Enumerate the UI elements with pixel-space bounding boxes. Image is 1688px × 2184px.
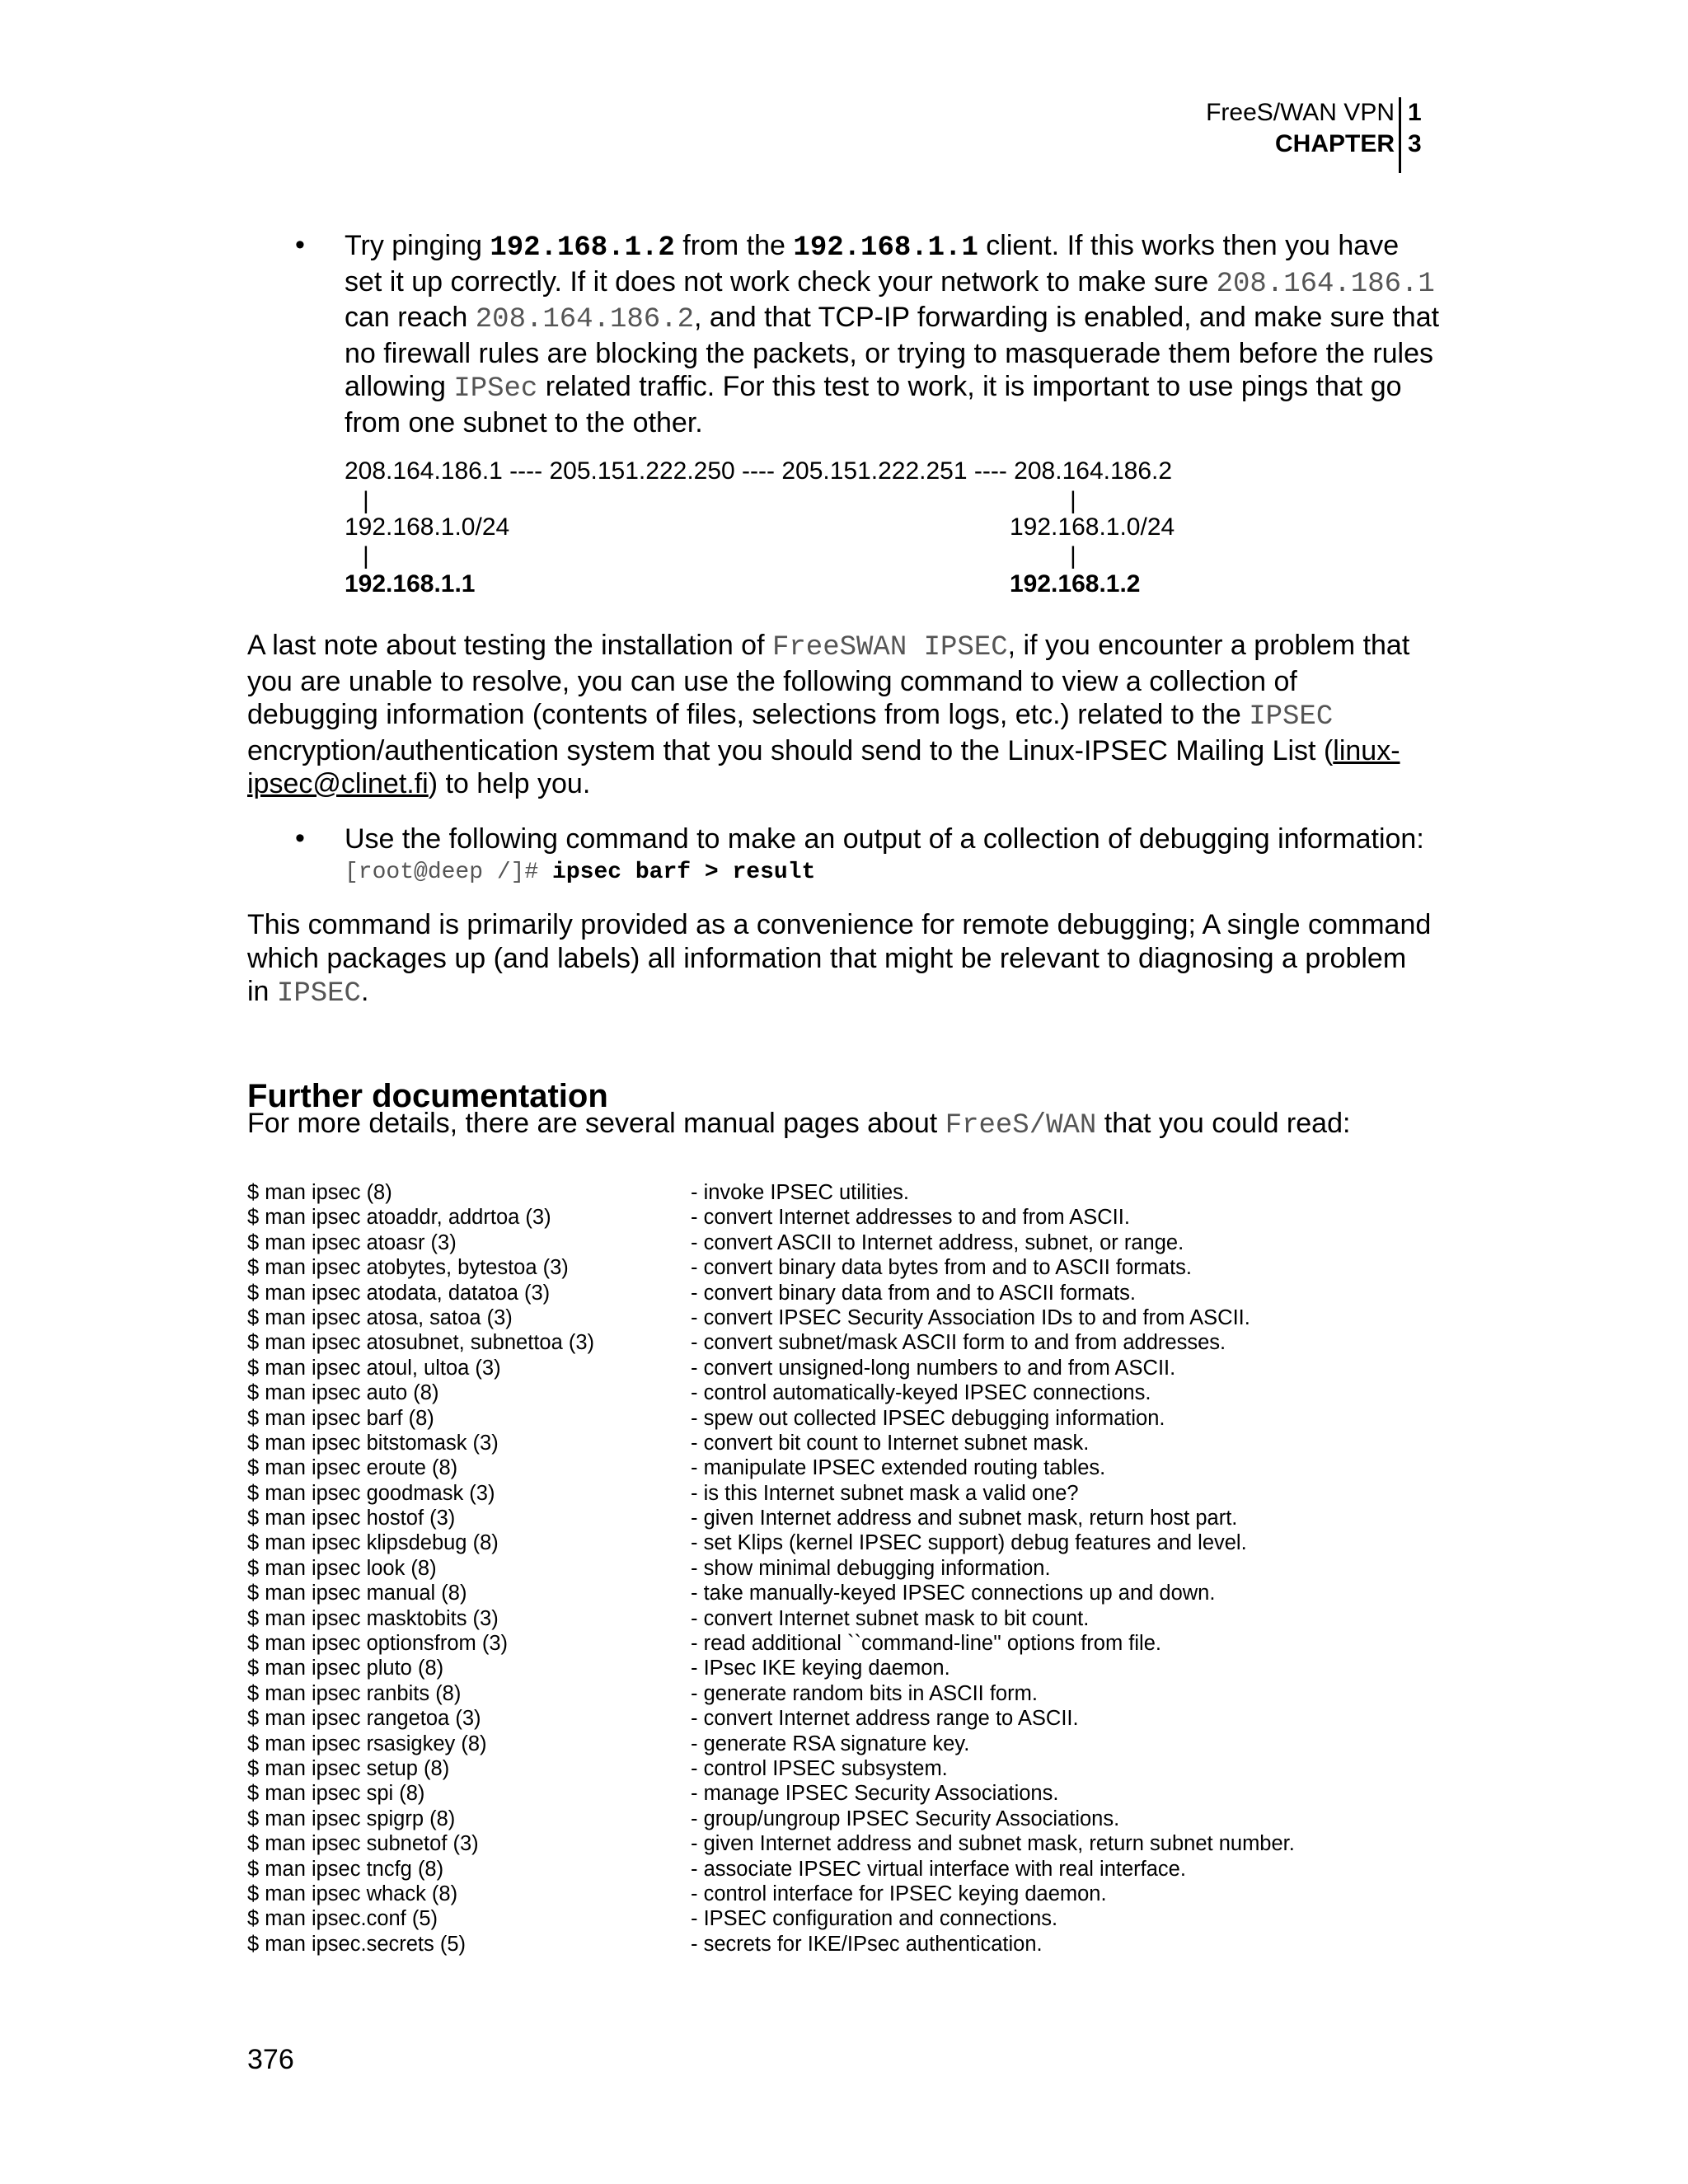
diagram-left-pipe-1: | (363, 487, 369, 514)
man-page-command: $ man ipsec atoasr (3) (247, 1230, 457, 1254)
man-page-row (247, 1831, 1401, 1856)
page-number: 376 (247, 2044, 294, 2075)
man-page-description: - invoke IPSEC utilities. (691, 1181, 910, 1204)
man-page-row (247, 1807, 1401, 1831)
bullet-barf-command (345, 823, 1441, 887)
man-page-row (247, 1932, 1401, 1957)
diagram-left-pipe-2: | (363, 542, 369, 569)
man-page-description: - spew out collected IPSEC debugging information. (691, 1406, 1165, 1430)
header-num-2: 3 (1408, 130, 1422, 157)
man-page-description: - associate IPSEC virtual interface with real interface. (691, 1857, 1186, 1881)
man-page-description: - convert binary data bytes from and to ASCII formats. (691, 1256, 1193, 1280)
man-page-description: - control IPSEC subsystem. (691, 1756, 948, 1780)
man-page-description: - convert Internet address range to ASCII. (691, 1707, 1079, 1731)
man-page-command: $ man ipsec manual (8) (247, 1582, 467, 1605)
man-pages-list (247, 1180, 1401, 1957)
running-header (1206, 97, 1395, 160)
header-divider (1399, 97, 1401, 173)
man-page-row (247, 1857, 1401, 1882)
bullet-ping-test: Try pinging 192.168.1.2 from the 192.168.1.1 client. If this works then you have set it up correctly. If it does not work check your network to make sure 208.164.186.1 can reach 208.164.186.2, and that TCP-IP forwarding is enabled, and make sure that no firewall rules are blocking the packets, or trying to masquerade them before the rules allowing IPSec related traffic. For this test to work, it is important to use pings that go from one subnet to the other. (345, 230, 1440, 438)
diagram-right-pipe-1: | (1070, 487, 1076, 514)
man-page-description: - convert bit count to Internet subnet mask. (691, 1431, 1090, 1455)
section-heading: Further documentation (247, 1078, 608, 1114)
man-page-description: - is this Internet subnet mask a valid one? (691, 1481, 1079, 1505)
man-page-command: $ man ipsec whack (8) (247, 1882, 458, 1905)
man-page-row (247, 1732, 1401, 1756)
man-page-command: $ man ipsec.conf (5) (247, 1907, 438, 1931)
man-page-description: - manipulate IPSEC extended routing tables. (691, 1456, 1106, 1480)
man-page-row (247, 1706, 1401, 1731)
man-page-description: - convert binary data from and to ASCII formats. (691, 1281, 1136, 1305)
man-page-command: $ man ipsec eroute (8) (247, 1456, 458, 1480)
diagram-right-pipe-2: | (1070, 542, 1076, 569)
man-page-command: $ man ipsec tncfg (8) (247, 1857, 444, 1881)
man-page-command: $ man ipsec atobytes, bytestoa (3) (247, 1256, 569, 1280)
shell-prompt: [root@deep /]# (345, 859, 553, 885)
man-page-description: - convert Internet subnet mask to bit count. (691, 1606, 1090, 1630)
man-page-command: $ man ipsec hostof (3) (247, 1507, 456, 1530)
man-page-row (247, 1431, 1401, 1455)
man-page-description: - convert unsigned-long numbers to and from ASCII. (691, 1356, 1176, 1380)
man-page-command: $ man ipsec optionsfrom (3) (247, 1632, 509, 1656)
man-page-command: $ man ipsec barf (8) (247, 1406, 434, 1430)
man-page-row (247, 1230, 1401, 1255)
man-page-description: - generate random bits in ASCII form. (691, 1681, 1038, 1705)
man-page-description: - take manually-keyed IPSEC connections up and down. (691, 1582, 1216, 1605)
man-page-command: $ man ipsec rangetoa (3) (247, 1707, 481, 1731)
convenience-paragraph: This command is primarily provided as a convenience for remote debugging; A single command which packages up (and labels) all information that might be relevant to diagnosing a problem in IPSEC. (247, 909, 1432, 1010)
man-page-row (247, 1281, 1401, 1305)
man-page-command: $ man ipsec atoul, ultoa (3) (247, 1356, 501, 1380)
man-page-row (247, 1506, 1401, 1530)
man-page-row (247, 1330, 1401, 1355)
man-page-row (247, 1656, 1401, 1680)
diagram-top-line: 208.164.186.1 ---- 205.151.222.250 ---- 205.151.222.251 ---- 208.164.186.2 (345, 457, 1173, 485)
man-page-command: $ man ipsec look (8) (247, 1556, 437, 1580)
man-page-row (247, 1556, 1401, 1581)
man-page-command: $ man ipsec masktobits (3) (247, 1606, 499, 1630)
man-page-row (247, 1882, 1401, 1906)
diagram-right-subnet: 192.168.1.0/24 (1010, 513, 1175, 541)
man-page-description: - manage IPSEC Security Associations. (691, 1782, 1059, 1806)
man-page-row (247, 1756, 1401, 1781)
man-page-command: $ man ipsec setup (8) (247, 1756, 450, 1780)
header-num-1: 1 (1408, 99, 1422, 126)
command-line (345, 856, 1441, 887)
man-page-command: $ man ipsec klipsdebug (8) (247, 1531, 499, 1555)
man-page-description: - convert ASCII to Internet address, subnet, or range. (691, 1230, 1184, 1254)
man-page-row (247, 1906, 1401, 1931)
man-page-row (247, 1681, 1401, 1706)
man-page-row (247, 1180, 1401, 1205)
man-page-command: $ man ipsec rsasigkey (8) (247, 1732, 487, 1755)
man-page-command: $ man ipsec.secrets (5) (247, 1932, 467, 1956)
man-page-description: - IPsec IKE keying daemon. (691, 1657, 950, 1680)
header-title: FreeS/WAN VPN (1206, 99, 1395, 126)
man-page-description: - read additional ``command-line'' options from file. (691, 1632, 1161, 1656)
man-page-row (247, 1581, 1401, 1605)
man-page-row (247, 1205, 1401, 1230)
man-page-description: - IPSEC configuration and connections. (691, 1907, 1058, 1931)
man-page-description: - secrets for IKE/IPsec authentication. (691, 1932, 1043, 1956)
man-page-description: - group/ungroup IPSEC Security Associations. (691, 1807, 1120, 1830)
man-page-description: - convert IPSEC Security Association IDs to and from ASCII. (691, 1305, 1250, 1329)
man-page-command: $ man ipsec spi (8) (247, 1782, 425, 1806)
man-page-description: - convert subnet/mask ASCII form to and from addresses. (691, 1331, 1226, 1355)
man-page-description: - given Internet address and subnet mask, return subnet number. (691, 1832, 1295, 1856)
mailing-list-link[interactable]: linux-ipsec@clinet.fi (247, 734, 1400, 799)
network-diagram (345, 457, 1172, 485)
man-page-row (247, 1606, 1401, 1631)
man-page-command: $ man ipsec subnetof (3) (247, 1832, 479, 1856)
man-page-row (247, 1406, 1401, 1431)
man-page-description: - show minimal debugging information. (691, 1556, 1051, 1580)
man-page-command: $ man ipsec auto (8) (247, 1381, 439, 1405)
header-chapter-label: CHAPTER (1274, 130, 1395, 157)
diagram-left-host: 192.168.1.1 (345, 570, 476, 598)
man-page-row (247, 1255, 1401, 1280)
man-page-row (247, 1380, 1401, 1405)
header-chapter-number (1408, 97, 1422, 160)
man-page-description: - control interface for IPSEC keying daemon. (691, 1882, 1107, 1905)
man-page-row (247, 1356, 1401, 1380)
man-page-command: $ man ipsec (8) (247, 1181, 392, 1204)
man-page-command: $ man ipsec goodmask (3) (247, 1481, 495, 1505)
man-page-description: - convert Internet addresses to and from ASCII. (691, 1206, 1130, 1230)
man-page-row (247, 1631, 1401, 1656)
diagram-left-subnet: 192.168.1.0/24 (345, 513, 510, 541)
man-page-row (247, 1455, 1401, 1480)
man-page-command: $ man ipsec pluto (8) (247, 1657, 444, 1680)
man-page-row (247, 1530, 1401, 1555)
man-page-row (247, 1481, 1401, 1506)
debug-note-paragraph: A last note about testing the installation of FreeSWAN IPSEC, if you encounter a problem that you are unable to resolve, you can use the following command to view a collection of debugging information (contents of files, selections from logs, etc.) related to the IPSEC encryption/authentication system that you should send to the Linux-IPSEC Mailing List (linux-ipsec@clinet.fi) to help you. (247, 630, 1410, 799)
section-intro: For more details, there are several manual pages about FreeS/WAN that you could read: (247, 1108, 1351, 1141)
man-page-row (247, 1781, 1401, 1806)
shell-command: ipsec barf > result (552, 859, 816, 885)
man-page-description: - generate RSA signature key. (691, 1732, 970, 1755)
man-page-description: - given Internet address and subnet mask, return host part. (691, 1507, 1238, 1530)
man-page-row (247, 1305, 1401, 1330)
bullet-barf-text: Use the following command to make an output of a collection of debugging information: (345, 823, 1424, 855)
man-page-command: $ man ipsec atosa, satoa (3) (247, 1305, 513, 1329)
man-page-command: $ man ipsec atodata, datatoa (3) (247, 1281, 551, 1305)
man-page-command: $ man ipsec atoaddr, addrtoa (3) (247, 1206, 551, 1230)
bullet-marker: • (295, 229, 305, 260)
bullet-marker: • (295, 823, 305, 854)
man-page-description: - control automatically-keyed IPSEC connections. (691, 1381, 1151, 1405)
diagram-right-host: 192.168.1.2 (1010, 570, 1141, 598)
man-page-command: $ man ipsec ranbits (8) (247, 1681, 462, 1705)
man-page-command: $ man ipsec bitstomask (3) (247, 1431, 499, 1455)
man-page-description: - set Klips (kernel IPSEC support) debug features and level. (691, 1531, 1247, 1555)
man-page-command: $ man ipsec atosubnet, subnettoa (3) (247, 1331, 595, 1355)
man-page-command: $ man ipsec spigrp (8) (247, 1807, 456, 1830)
